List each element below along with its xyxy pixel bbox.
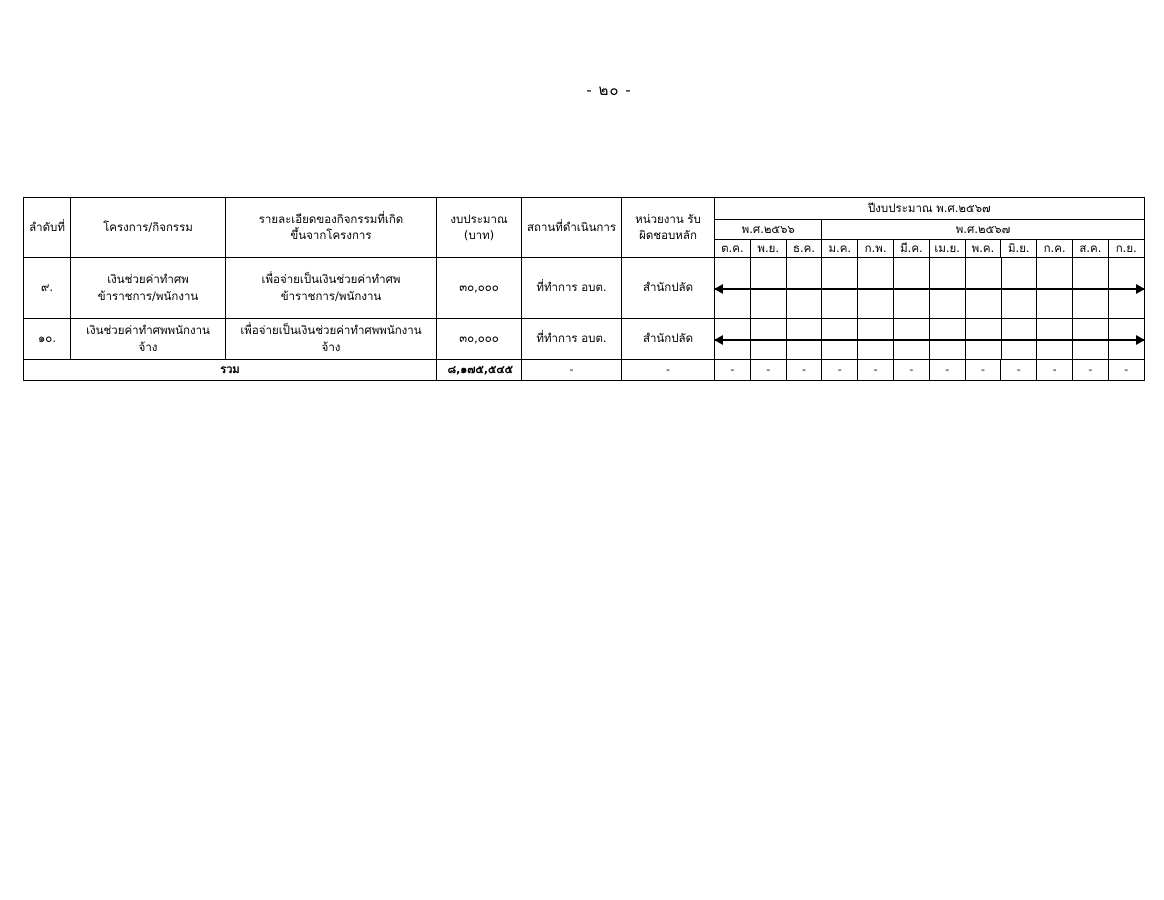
header-detail: รายละเอียดของกิจกรรมที่เกิดขึ้นจากโครงการ xyxy=(226,198,437,258)
header-project: โครงการ/กิจกรรม xyxy=(71,198,226,258)
total-month: - xyxy=(750,359,786,380)
month-header: มิ.ย. xyxy=(1001,240,1037,258)
total-month: - xyxy=(858,359,894,380)
total-month: - xyxy=(1001,359,1037,380)
total-month: - xyxy=(715,359,751,380)
total-month: - xyxy=(893,359,929,380)
double-arrow-icon xyxy=(715,288,1144,290)
header-budget: งบประมาณ (บาท) xyxy=(437,198,522,258)
month-header: พ.ย. xyxy=(750,240,786,258)
total-month: - xyxy=(965,359,1001,380)
row-detail: เพื่อจ่ายเป็นเงินช่วยค่าทำศพพนักงานจ้าง xyxy=(226,318,437,359)
row-budget: ๓๐,๐๐๐ xyxy=(437,257,522,318)
total-location: - xyxy=(522,359,622,380)
row-project: เงินช่วยค่าทำศพพนักงานจ้าง xyxy=(71,318,226,359)
total-label: รวม xyxy=(24,359,437,380)
total-month: - xyxy=(1037,359,1073,380)
month-header: ธ.ค. xyxy=(786,240,822,258)
total-month: - xyxy=(1108,359,1144,380)
header-year-2566: พ.ศ.๒๕๖๖ xyxy=(715,220,822,240)
schedule-bar xyxy=(715,318,1145,359)
row-agency: สำนักปลัด xyxy=(622,318,715,359)
project-plan-table xyxy=(23,197,1145,381)
month-header: ม.ค. xyxy=(822,240,858,258)
row-no: ๙. xyxy=(24,257,71,318)
header-agency: หน่วยงาน รับผิดชอบหลัก xyxy=(622,198,715,258)
double-arrow-icon xyxy=(715,339,1144,341)
month-header: เม.ย. xyxy=(929,240,965,258)
row-no: ๑๐. xyxy=(24,318,71,359)
header-year-2567: พ.ศ.๒๕๖๗ xyxy=(822,220,1144,240)
row-agency: สำนักปลัด xyxy=(622,257,715,318)
table-row xyxy=(24,257,1145,318)
header-fiscal-year: ปีงบประมาณ พ.ศ.๒๕๖๗ xyxy=(715,198,1145,220)
total-month: - xyxy=(929,359,965,380)
row-budget: ๓๐,๐๐๐ xyxy=(437,318,522,359)
total-month: - xyxy=(786,359,822,380)
total-month: - xyxy=(822,359,858,380)
month-header: พ.ค. xyxy=(965,240,1001,258)
row-project: เงินช่วยค่าทำศพข้าราชการ/พนักงาน xyxy=(71,257,226,318)
row-location: ที่ทำการ อบต. xyxy=(522,257,622,318)
total-month: - xyxy=(1072,359,1108,380)
total-row xyxy=(24,359,1145,380)
header-no: ลำดับที่ xyxy=(24,198,71,258)
total-budget: ๘,๑๗๕,๕๔๕ xyxy=(437,359,522,380)
month-header: ก.พ. xyxy=(858,240,894,258)
month-header: ต.ค. xyxy=(715,240,751,258)
row-location: ที่ทำการ อบต. xyxy=(522,318,622,359)
month-header: มี.ค. xyxy=(893,240,929,258)
row-detail: เพื่อจ่ายเป็นเงินช่วยค่าทำศพข้าราชการ/พนักงาน xyxy=(226,257,437,318)
header-location: สถานที่ดำเนินการ xyxy=(522,198,622,258)
page-number: - ๒๐ - xyxy=(586,81,632,99)
month-header: ก.ย. xyxy=(1108,240,1144,258)
total-agency: - xyxy=(622,359,715,380)
month-header: ก.ค. xyxy=(1037,240,1073,258)
table-row xyxy=(24,318,1145,359)
schedule-bar xyxy=(715,257,1145,318)
month-header: ส.ค. xyxy=(1072,240,1108,258)
